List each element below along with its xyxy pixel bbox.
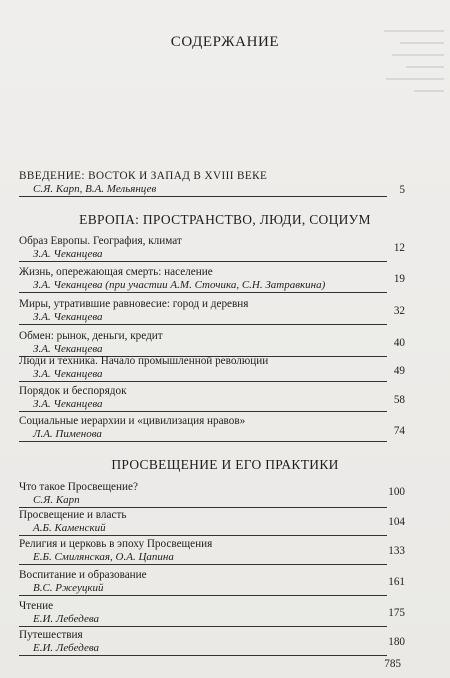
toc-entry	[19, 569, 405, 595]
toc-entry	[19, 538, 405, 564]
entry-author: З.А. Чеканцева	[33, 368, 103, 380]
entry-author: З.А. Чеканцева	[33, 343, 103, 355]
entry-page: 40	[393, 337, 405, 349]
entry-title: Что такое Просвещение?	[19, 481, 138, 493]
entry-rule	[19, 595, 387, 596]
entry-title: Образ Европы. География, климат	[19, 235, 182, 247]
entry-rule	[19, 564, 387, 565]
entry-author: В.С. Ржеуцкий	[33, 582, 104, 594]
entry-page: 19	[393, 273, 405, 285]
entry-title: Жизнь, опережающая смерть: население	[19, 266, 213, 278]
toc-entry	[19, 355, 405, 381]
entry-rule	[19, 441, 387, 442]
entry-author: С.Я. Карп, В.А. Мельянцев	[33, 183, 157, 195]
entry-page: 32	[393, 305, 405, 317]
entry-page: 100	[388, 486, 405, 498]
entry-title: Люди и техника. Начало промышленной революции	[19, 355, 269, 367]
toc-entry	[19, 330, 405, 356]
entry-title: Чтение	[19, 600, 54, 612]
entry-rule	[19, 261, 387, 262]
entry-author: З.А. Чеканцева	[33, 311, 103, 323]
entry-page: 74	[393, 425, 405, 437]
toc-entry	[19, 266, 405, 292]
entry-rule	[19, 535, 387, 536]
page-title: СОДЕРЖАНИЕ	[170, 34, 280, 50]
entry-author: Л.А. Пименова	[33, 428, 102, 440]
entry-page: 133	[388, 545, 405, 557]
entry-rule	[19, 411, 387, 412]
entry-page: 175	[388, 607, 405, 619]
entry-title: Миры, утратившие равновесие: город и деревня	[19, 298, 249, 310]
entry-title: Путешествия	[19, 629, 83, 641]
entry-rule	[19, 292, 387, 293]
entry-author: З.А. Чеканцева	[33, 398, 103, 410]
page-number: 785	[384, 658, 401, 670]
entry-page: 104	[388, 516, 405, 528]
entry-title: ВВЕДЕНИЕ: ВОСТОК И ЗАПАД В XVIII ВЕКЕ	[19, 170, 268, 182]
toc-entry	[19, 629, 405, 655]
toc-entry	[19, 385, 405, 411]
toc-entry	[19, 235, 405, 261]
entry-rule	[19, 324, 387, 325]
entry-title: Социальные иерархии и «цивилизация нравов»	[19, 415, 246, 427]
entry-rule	[19, 507, 387, 508]
section-heading: ЕВРОПА: ПРОСТРАНСТВО, ЛЮДИ, СОЦИУМ	[79, 212, 371, 227]
entry-title: Воспитание и образование	[19, 569, 147, 581]
entry-rule	[19, 655, 387, 656]
entry-page: 161	[388, 576, 405, 588]
entry-author: Е.Б. Смилянская, О.А. Цапина	[33, 551, 174, 563]
entry-page: 58	[393, 394, 405, 406]
entry-rule	[19, 626, 387, 627]
toc-entry	[19, 481, 405, 507]
entry-title: Обмен: рынок, деньги, кредит	[19, 330, 163, 342]
entry-author: С.Я. Карп	[33, 494, 80, 506]
toc-entry	[19, 509, 405, 535]
entry-page: 12	[393, 242, 405, 254]
toc-entry-intro	[19, 170, 405, 196]
entry-page: 5	[399, 184, 405, 196]
entry-title: Просвещение и власть	[19, 509, 127, 521]
section-heading: ПРОСВЕЩЕНИЕ И ЕГО ПРАКТИКИ	[111, 457, 339, 472]
toc-entry	[19, 415, 405, 441]
entry-author: З.А. Чеканцева (при участии А.М. Сточика, С.Н. Затравкина)	[33, 279, 326, 291]
entry-author: А.Б. Каменский	[33, 522, 106, 534]
toc-entry	[19, 600, 405, 626]
entry-page: 180	[388, 636, 405, 648]
entry-title: Порядок и беспорядок	[19, 385, 127, 397]
entry-author: Е.И. Лебедева	[33, 642, 100, 654]
entry-title: Религия и церковь в эпоху Просвещения	[19, 538, 213, 550]
toc-entry	[19, 298, 405, 324]
entry-author: Е.И. Лебедева	[33, 613, 100, 625]
entry-author: З.А. Чеканцева	[33, 248, 103, 260]
entry-rule	[19, 381, 387, 382]
entry-rule	[19, 196, 387, 197]
entry-page: 49	[393, 365, 405, 377]
